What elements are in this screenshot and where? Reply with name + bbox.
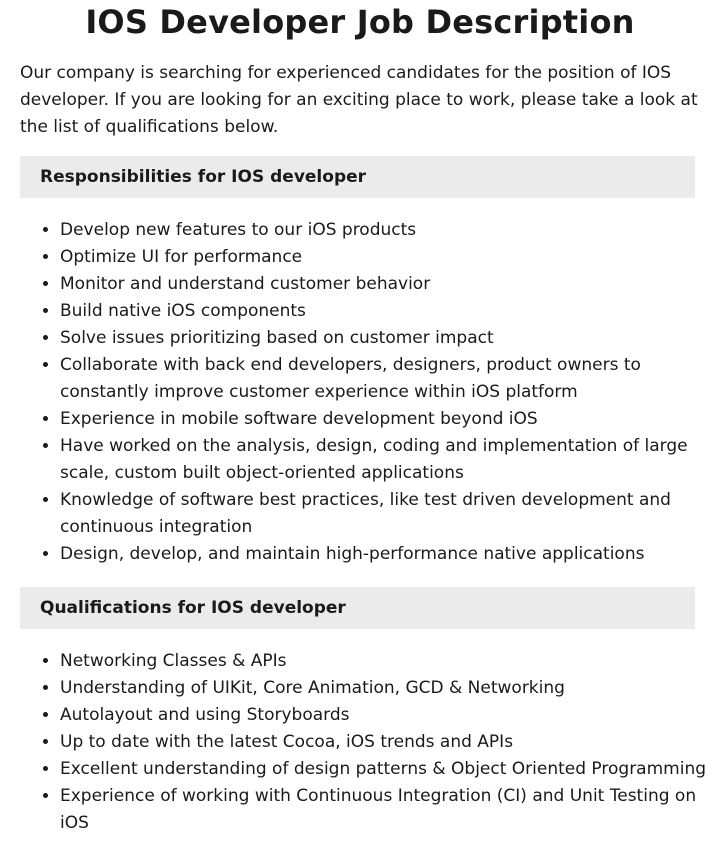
list-item: • Excellent understanding of design patterns & Object Oriented Programming [60,756,715,783]
page-title: IOS Developer Job Description [85,3,635,41]
list-item: • Design, develop, and maintain high-performance native applications [60,541,715,568]
responsibilities-heading: Responsibilities for IOS developer [20,156,695,198]
list-item: • Understanding of UIKit, Core Animation, GCD & Networking [60,675,715,702]
list-item: • Experience in mobile software development beyond iOS [60,406,715,433]
qualifications-list [40,648,715,837]
list-item: • Experience of working with Continuous Integration (CI) and Unit Testing on iOS [60,783,715,837]
list-item: • Solve issues prioritizing based on customer impact [60,325,715,352]
list-item: • Build native iOS components [60,298,715,325]
responsibilities-list [40,217,715,568]
list-item: • Collaborate with back end developers, designers, product owners to constantly improve customer experience within iOS platform [60,352,715,406]
list-item: • Knowledge of software best practices, like test driven development and continuous integration [60,487,715,541]
intro-paragraph: Our company is searching for experienced candidates for the position of IOS developer. If you are looking for an exciting place to work, please take a look at the list of qualifications below. [20,63,698,137]
list-item: • Up to date with the latest Cocoa, iOS trends and APIs [60,729,715,756]
list-item: • Networking Classes & APIs [60,648,715,675]
list-item: • Optimize UI for performance [60,244,715,271]
list-item: • Have worked on the analysis, design, coding and implementation of large scale, custom built object-oriented applications [60,433,715,487]
qualifications-heading: Qualifications for IOS developer [20,587,695,629]
list-item: • Monitor and understand customer behavior [60,271,715,298]
list-item: • Autolayout and using Storyboards [60,702,715,729]
list-item: • Develop new features to our iOS products [60,217,715,244]
